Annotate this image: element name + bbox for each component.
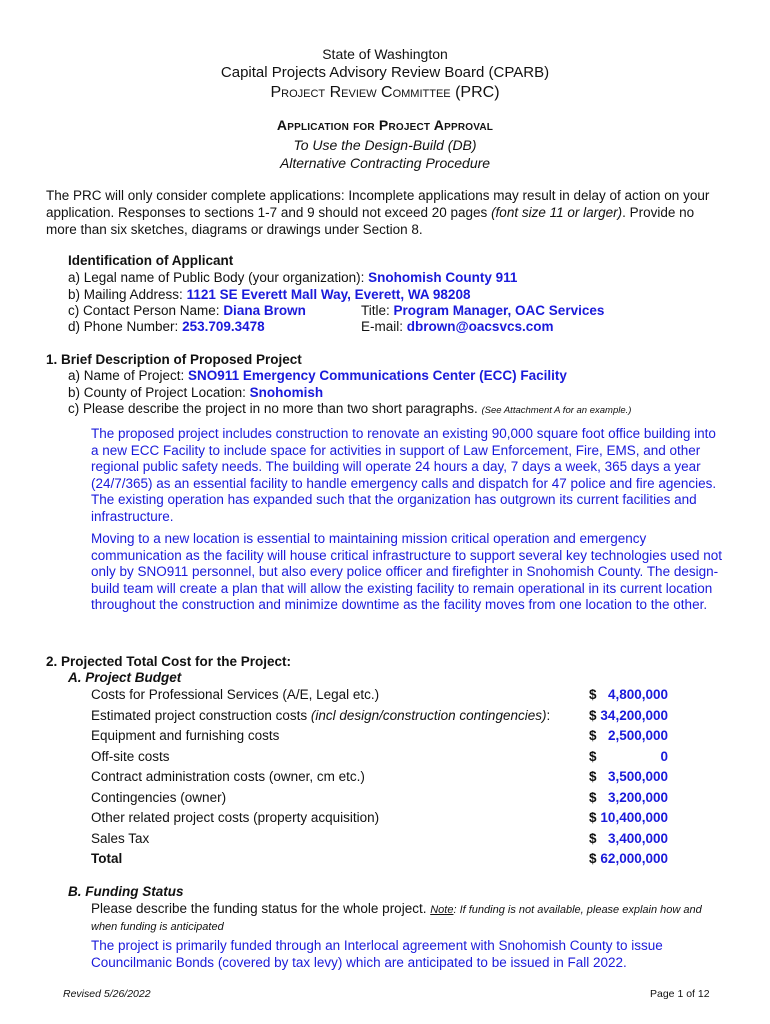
- mailing-address-label: b) Mailing Address:: [68, 287, 187, 302]
- budget-value: 10,400,000: [600, 810, 668, 825]
- budget-label-text: Sales Tax: [91, 830, 150, 846]
- county-label: b) County of Project Location:: [68, 385, 250, 400]
- intro-text-1: The PRC will only consider complete applications: Incomplete applications may result in delay of action on your application. Responses to sections 1-7 and 9 should not exceed 20 pages: [46, 188, 710, 220]
- budget-label-text: Off-site costs: [91, 748, 170, 764]
- contact-person-value: Diana Brown: [223, 303, 306, 318]
- budget-value: 3,200,000: [607, 789, 668, 805]
- section1-heading: 1. Brief Description of Proposed Project: [46, 352, 302, 367]
- budget-currency: $: [589, 769, 597, 784]
- budget-label-text: Equipment and furnishing costs: [91, 728, 280, 743]
- budget-label: [91, 728, 279, 743]
- subtitle-db: To Use the Design-Build (DB): [293, 137, 477, 153]
- budget-label-text: Contingencies (owner): [91, 789, 227, 805]
- funding-status-instructions: [91, 901, 731, 935]
- budget-label: [91, 810, 379, 825]
- contact-person-row: [68, 303, 306, 318]
- budget-label: [91, 749, 170, 764]
- budget-label-italic: (incl design/construction contingencies): [310, 707, 547, 723]
- budget-label-text: Total: [91, 851, 123, 866]
- budget-currency: $: [589, 830, 597, 846]
- budget-value: 62,000,000: [600, 851, 668, 866]
- email-label: E-mail:: [361, 319, 407, 334]
- title-value: Program Manager, OAC Services: [393, 303, 605, 318]
- phone-row: [68, 319, 265, 334]
- describe-label: c) Please describe the project in no more than two short paragraphs.: [68, 401, 482, 416]
- budget-label-tail: :: [546, 707, 551, 723]
- budget-currency: $: [589, 748, 597, 764]
- committee-heading: [0, 84, 770, 102]
- project-description-para2: Moving to a new location is essential to maintaining mission critical operation and emergency communication as the facility will house critical infrastructure to support several key technologies used not only by SNO911 personnel, but also every police officer and firefighter in Snohomish County. The design-build team will create a plan that will allow the existing facility to remain operational in its current location throughout the construction and minimize downtime as the facility moves from one location to the other.: [91, 531, 723, 612]
- legal-name-value: Snohomish County 911: [368, 270, 518, 285]
- intro-italic: (font size 11 or larger): [491, 205, 623, 220]
- budget-label: [91, 708, 550, 723]
- board-heading: Capital Projects Advisory Review Board (CPARB): [220, 64, 550, 81]
- mailing-address-value: 1121 SE Everett Mall Way, Everett, WA 98208: [186, 287, 471, 302]
- funding-note-label: Note: [430, 904, 454, 916]
- project-budget-heading: A. Project Budget: [68, 670, 182, 685]
- mailing-address-row: [68, 287, 470, 302]
- describe-row: [68, 401, 631, 416]
- email-row: [361, 319, 553, 334]
- project-name-label: a) Name of Project:: [68, 368, 189, 383]
- application-title: Application for Project Approval: [276, 117, 494, 133]
- budget-value: 34,200,000: [600, 707, 668, 723]
- budget-label-text: Other related project costs (property acquisition): [91, 810, 380, 825]
- budget-label: [91, 790, 226, 805]
- project-description-para1: The proposed project includes construction to renovate an existing 90,000 square foot office building into a new ECC Facility to include space for activities in support of Law Enforcement, Fire, EMS, and other regional public safety needs. The building will operate 24 hours a day, 7 days a week, 365 days a year (24/7/365) as an essential facility to handle emergency calls and dispatch for 47 police and fire agencies. The existing operation has expanded such that the organization has outgrown its current facilities and infrastructure.: [91, 426, 717, 524]
- subtitle-procedure: Alternative Contracting Procedure: [279, 155, 491, 171]
- budget-value: 0: [660, 748, 668, 764]
- budget-currency: $: [589, 707, 597, 723]
- budget-value: 4,800,000: [607, 687, 668, 702]
- budget-label: [91, 831, 149, 846]
- budget-label-text: Contract administration costs (owner, cm etc.): [91, 769, 365, 784]
- project-name-row: [68, 368, 567, 383]
- intro-paragraph: [46, 187, 726, 238]
- budget-label-text: Costs for Professional Services (A/E, Legal etc.): [91, 687, 380, 702]
- identification-heading: Identification of Applicant: [68, 253, 234, 268]
- funding-note-text: : If funding is not available, please explain how and when funding is anticipated: [91, 904, 702, 933]
- budget-label: [91, 687, 379, 702]
- project-name-value: SNO911 Emergency Communications Center (ECC) Facility: [188, 368, 567, 383]
- county-row: [68, 385, 323, 400]
- budget-currency: $: [589, 687, 597, 702]
- describe-note: (See Attachment A for an example.): [481, 405, 632, 416]
- revised-date: Revised 5/26/2022: [63, 988, 151, 1000]
- budget-currency: $: [589, 810, 597, 825]
- funding-status-heading: B. Funding Status: [68, 884, 184, 899]
- title-label: Title:: [361, 303, 394, 318]
- page-number: Page 1 of 12: [650, 988, 710, 1000]
- budget-value: 3,400,000: [607, 830, 668, 846]
- email-value: dbrown@oacsvcs.com: [406, 319, 554, 334]
- legal-name-row: [68, 270, 517, 285]
- county-value: Snohomish: [249, 385, 324, 400]
- legal-name-label: a) Legal name of Public Body (your organization):: [68, 270, 369, 285]
- intro-text-2: . Provide no more than six sketches, diagrams or drawings under Section 8.: [46, 205, 695, 237]
- section2-heading: 2. Projected Total Cost for the Project:: [46, 654, 292, 669]
- title-row: [361, 303, 604, 318]
- phone-label: d) Phone Number:: [68, 319, 183, 334]
- budget-label: [91, 851, 122, 866]
- budget-currency: $: [589, 728, 597, 743]
- committee-heading-text: Project Review Committee (PRC): [270, 84, 500, 101]
- budget-currency: $: [589, 789, 597, 805]
- state-heading: State of Washington: [322, 46, 448, 62]
- phone-value: 253.709.3478: [182, 319, 265, 334]
- funding-status-para: The project is primarily funded through an Interlocal agreement with Snohomish County to issue Councilmanic Bonds (covered by tax levy) which are anticipated to be issued in Fall 2022.: [91, 938, 663, 970]
- budget-currency: $: [589, 851, 597, 866]
- contact-person-label: c) Contact Person Name:: [68, 303, 224, 318]
- budget-label-text: Estimated project construction costs: [91, 707, 311, 723]
- budget-label: [91, 769, 365, 784]
- budget-value: 3,500,000: [607, 769, 668, 784]
- funding-status-text: Please describe the funding status for the whole project.: [91, 901, 431, 916]
- budget-value: 2,500,000: [607, 728, 668, 743]
